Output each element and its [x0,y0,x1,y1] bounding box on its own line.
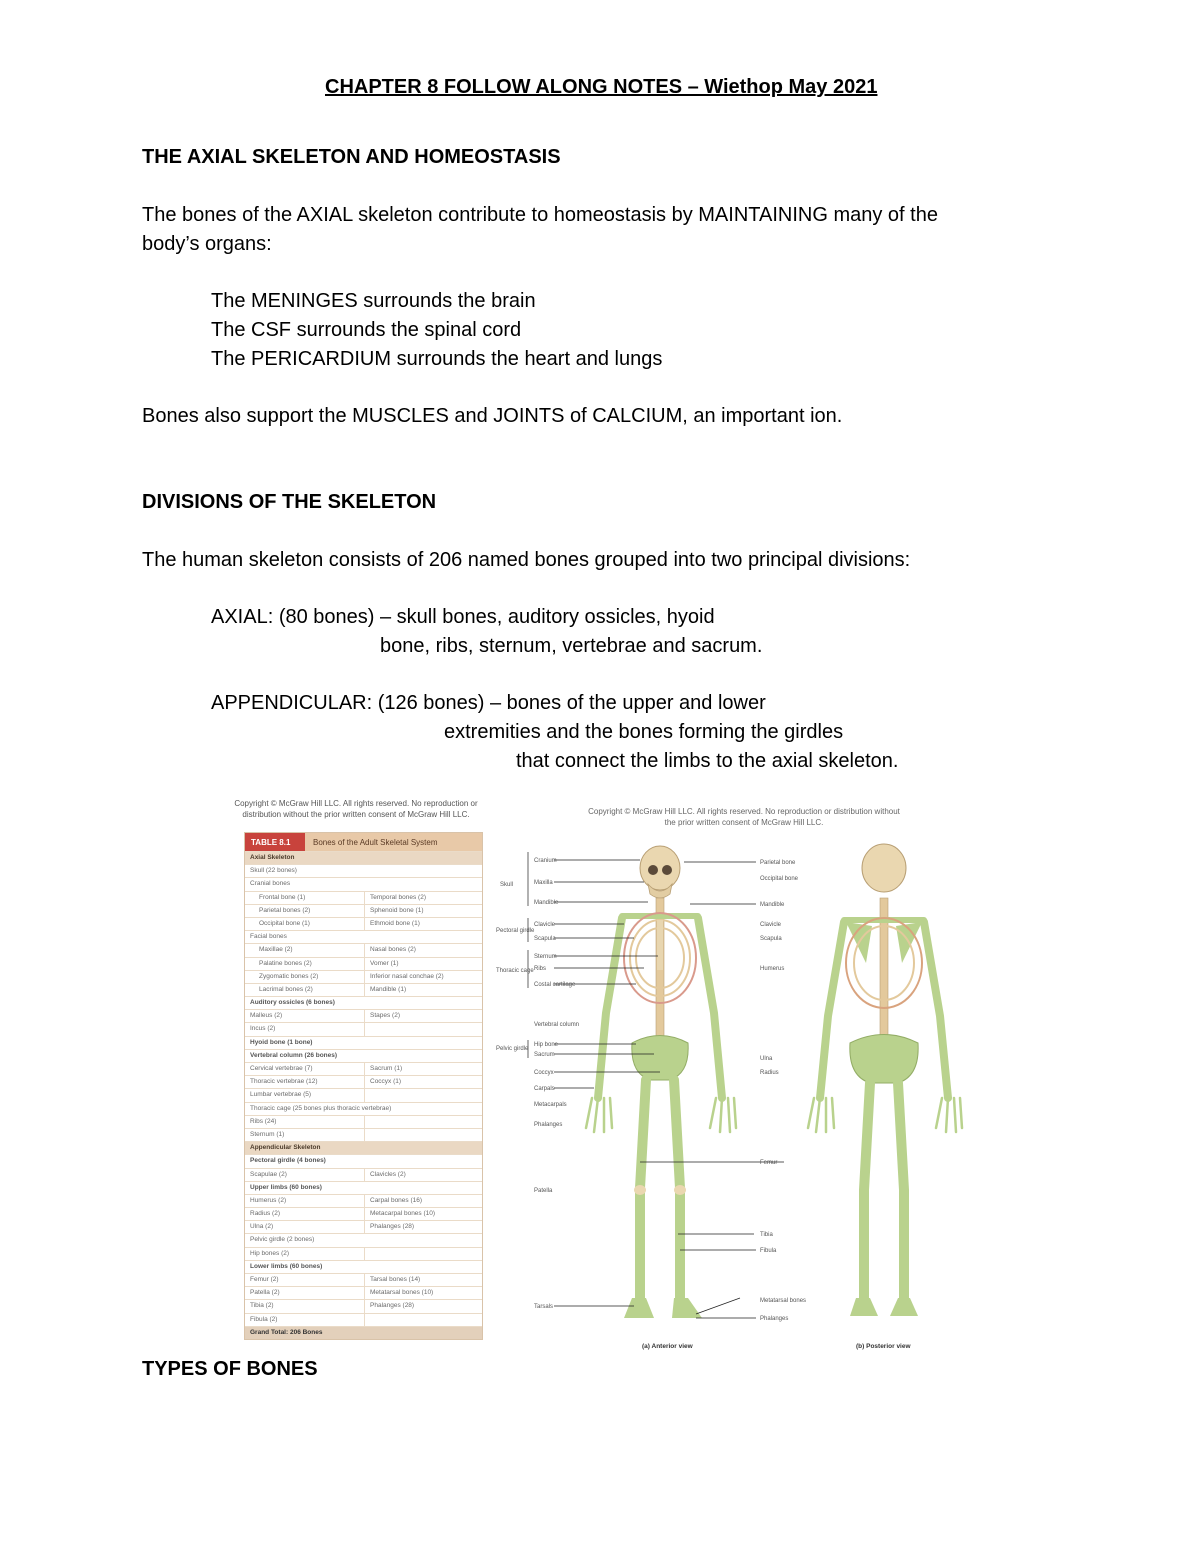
section-heading-axial-homeostasis: THE AXIAL SKELETON AND HOMEOSTASIS [142,146,561,168]
table-cell: Metatarsal bones (10) [370,1289,434,1297]
table-cell: Metacarpal bones (10) [370,1210,436,1218]
table-row [245,1128,482,1141]
axial-description-line: AXIAL: (80 bones) – skull bones, auditory ossicles, hyoid [211,606,715,628]
table-cell: Thoracic cage (25 bones plus thoracic vertebrae) [250,1104,392,1112]
label-carpals: Carpals [534,1086,555,1092]
table-cell: Carpal bones (16) [370,1196,423,1204]
table-row [245,1141,482,1154]
table-cell: Hyoid bone (1 bone) [250,1038,313,1046]
table-row [245,1194,482,1207]
skeleton-figure [494,798,994,1358]
label-ribs: Ribs [534,966,547,972]
table-caption: Bones of the Adult Skeletal System [305,833,482,851]
label-pectoral-girdle: Pectoral girdle [496,928,535,934]
table-row [245,970,482,983]
table-cell: Cranial bones [250,880,291,888]
table-row [245,1326,482,1339]
table-cell: Inferior nasal conchae (2) [370,972,444,980]
table-row [245,1009,482,1022]
table-cell: Cervical vertebrae (7) [245,1063,365,1075]
page-title: CHAPTER 8 FOLLOW ALONG NOTES – Wiethop May 2021 [325,76,878,98]
paragraph-line: The bones of the AXIAL skeleton contribute to homeostasis by MAINTAINING many of the [142,204,938,226]
label-fibula: Fibula [760,1248,777,1254]
label-hip-bone: Hip bone [534,1042,559,1048]
label-sternum: Sternum [534,954,557,960]
table-row [245,1022,482,1035]
table-cell: Ulna (2) [245,1221,365,1233]
table-row [245,1273,482,1286]
anterior-view-caption: (a) Anterior view [642,1343,693,1350]
table-cell: Incus (2) [245,1023,365,1035]
table-cell: Nasal bones (2) [370,946,416,954]
table-header [245,833,482,851]
table-cell: Zygomatic bones (2) [245,971,365,983]
appendicular-description-line: APPENDICULAR: (126 bones) – bones of the upper and lower [211,692,766,714]
table-row [245,1115,482,1128]
table-row [245,1247,482,1260]
table-cell: Radius (2) [245,1208,365,1220]
label-humerus: Humerus [760,966,785,972]
table-cell: Temporal bones (2) [370,893,426,901]
appendicular-description-line: extremities and the bones forming the girdles [444,721,844,743]
paragraph: The human skeleton consists of 206 named bones grouped into two principal divisions: [142,549,911,571]
paragraph-line: body’s organs: [142,233,272,255]
table-row [245,864,482,877]
table-row [245,996,482,1009]
label-phalanges-right: Phalanges [760,1316,789,1322]
label-tibia: Tibia [760,1232,773,1238]
table-cell: Patella (2) [245,1287,365,1299]
table-cell [365,1129,482,1141]
table-cell: Clavicles (2) [370,1170,406,1178]
table-cell: Skull (22 bones) [250,867,297,875]
posterior-view-caption: (b) Posterior view [856,1343,911,1350]
label-coccyx: Coccyx [534,1070,554,1076]
label-femur: Femur [760,1160,778,1166]
label-metacarpals: Metacarpals [534,1102,567,1108]
table-cell: Humerus (2) [245,1195,365,1207]
table-row [245,983,482,996]
table-cell: Coccyx (1) [370,1078,402,1086]
table-row [245,1299,482,1312]
table-cell: Pelvic girdle (2 bones) [250,1236,315,1244]
label-clavicle: Clavicle [534,922,556,928]
label-ulna: Ulna [760,1056,773,1062]
label-vertebral-column: Vertebral column [534,1022,580,1028]
table-row [245,1049,482,1062]
table-cell: Lacrimal bones (2) [245,984,365,996]
axial-description-line: bone, ribs, sternum, vertebrae and sacrum. [380,635,763,657]
table-cell: Vomer (1) [370,959,399,967]
table-cell: Tarsal bones (14) [370,1276,421,1283]
list-item: The CSF surrounds the spinal cord [211,319,522,341]
label-cranium: Cranium [534,858,557,864]
table-cell: Sacrum (1) [370,1065,403,1072]
label-patella: Patella [534,1188,553,1194]
table-cell: Thoracic vertebrae (12) [245,1076,365,1088]
table-cell [365,1248,482,1260]
label-costal-cartilage: Costal cartilage [534,982,576,988]
label-clavicle-right: Clavicle [760,922,782,928]
table-cell: Appendicular Skeleton [250,1144,321,1152]
label-thoracic-cage: Thoracic cage [496,968,534,974]
bones-table [244,832,483,1340]
table-row [245,1102,482,1115]
table-cell: Axial Skeleton [250,854,295,861]
section-heading-divisions: DIVISIONS OF THE SKELETON [142,491,437,513]
label-mandible: Mandible [534,900,559,906]
appendicular-description-line: that connect the limbs to the axial skeleton. [516,750,899,772]
table-cell [365,1089,482,1101]
table-cell: Fibula (2) [245,1314,365,1326]
table-row [245,917,482,930]
table-cell: Parietal bones (2) [245,905,365,917]
label-skull: Skull [500,882,514,888]
table-row [245,904,482,917]
table-cell: Mandible (1) [370,985,407,993]
table-cell: Pectoral girdle (4 bones) [250,1157,326,1165]
table-row [245,1088,482,1101]
table-cell [365,1314,482,1326]
label-occipital-bone: Occipital bone [760,876,799,882]
label-scapula: Scapula [534,936,556,942]
table-row [245,957,482,970]
table-row [245,1062,482,1075]
table-cell: Occipital bone (1) [245,918,365,930]
table-cell: Auditory ossicles (6 bones) [250,999,335,1007]
table-cell: Lower limbs (60 bones) [250,1262,323,1270]
table-cell: Vertebral column (26 bones) [250,1051,338,1059]
table-cell: Ethmoid bone (1) [370,919,420,927]
table-badge: TABLE 8.1 [245,833,305,851]
bones-table-figure [225,798,487,1353]
table-row [245,1075,482,1088]
table-cell: Scapulae (2) [245,1169,365,1181]
table-row [245,1286,482,1299]
table-cell: Palatine bones (2) [245,958,365,970]
skeleton-illustration [494,798,994,1358]
table-cell: Sphenoid bone (1) [370,906,424,914]
table-cell [365,1023,482,1035]
label-scapula-right: Scapula [760,936,782,942]
section-heading-types-of-bones: TYPES OF BONES [142,1358,318,1380]
table-row [245,943,482,956]
table-row [245,1220,482,1233]
table-cell: Maxillae (2) [245,944,365,956]
table-cell: Phalanges (28) [370,1302,415,1310]
table-row [245,1168,482,1181]
label-metatarsals: Metatarsal bones [760,1298,807,1304]
table-row [245,1313,482,1326]
label-tarsals: Tarsals [534,1304,554,1310]
table-cell: Femur (2) [245,1274,365,1286]
table-cell: Phalanges (28) [370,1223,415,1231]
table-row [245,891,482,904]
table-cell: Ribs (24) [245,1116,365,1128]
label-radius: Radius [760,1070,779,1076]
table-cell: Grand Total: 206 Bones [250,1328,323,1336]
paragraph: Bones also support the MUSCLES and JOINTS of CALCIUM, an important ion. [142,405,843,427]
table-row [245,1036,482,1049]
table-cell: Stapes (2) [370,1012,400,1020]
table-cell: Hip bones (2) [245,1248,365,1260]
list-item: The PERICARDIUM surrounds the heart and lungs [211,348,663,370]
table-cell: Frontal bone (1) [245,892,365,904]
table-row [245,1207,482,1220]
table-row [245,877,482,890]
table-cell: Sternum (1) [245,1129,365,1141]
label-mandible-right: Mandible [760,902,785,908]
table-cell: Facial bones [250,933,287,941]
table-row [245,930,482,943]
table-row [245,1233,482,1246]
table-cell [365,1116,482,1128]
table-cell: Malleus (2) [245,1010,365,1022]
table-cell: Upper limbs (60 bones) [250,1183,322,1191]
label-parietal-bone: Parietal bone [760,860,796,866]
label-maxilla: Maxilla [534,880,553,886]
table-row [245,1260,482,1273]
label-sacrum: Sacrum [534,1052,555,1058]
table-row [245,851,482,864]
label-pelvic-girdle: Pelvic girdle [496,1046,529,1052]
table-copyright-notice: Copyright © McGraw Hill LLC. All rights reserved. No reproduction or distribution without the prior written consent of McGraw Hill LLC. [234,799,478,819]
list-item: The MENINGES surrounds the brain [211,290,536,312]
anterior-skeleton [586,846,736,1318]
label-phalanges: Phalanges [534,1122,563,1128]
table-body [245,851,482,1339]
posterior-skeleton [808,844,962,1316]
table-row [245,1181,482,1194]
skeleton-copyright-notice: Copyright © McGraw Hill LLC. All rights reserved. No reproduction or distribution without the prior written consent of McGraw Hill LLC. [588,807,900,827]
table-row [245,1154,482,1167]
table-cell: Lumbar vertebrae (5) [245,1089,365,1101]
table-cell: Tibia (2) [245,1300,365,1312]
